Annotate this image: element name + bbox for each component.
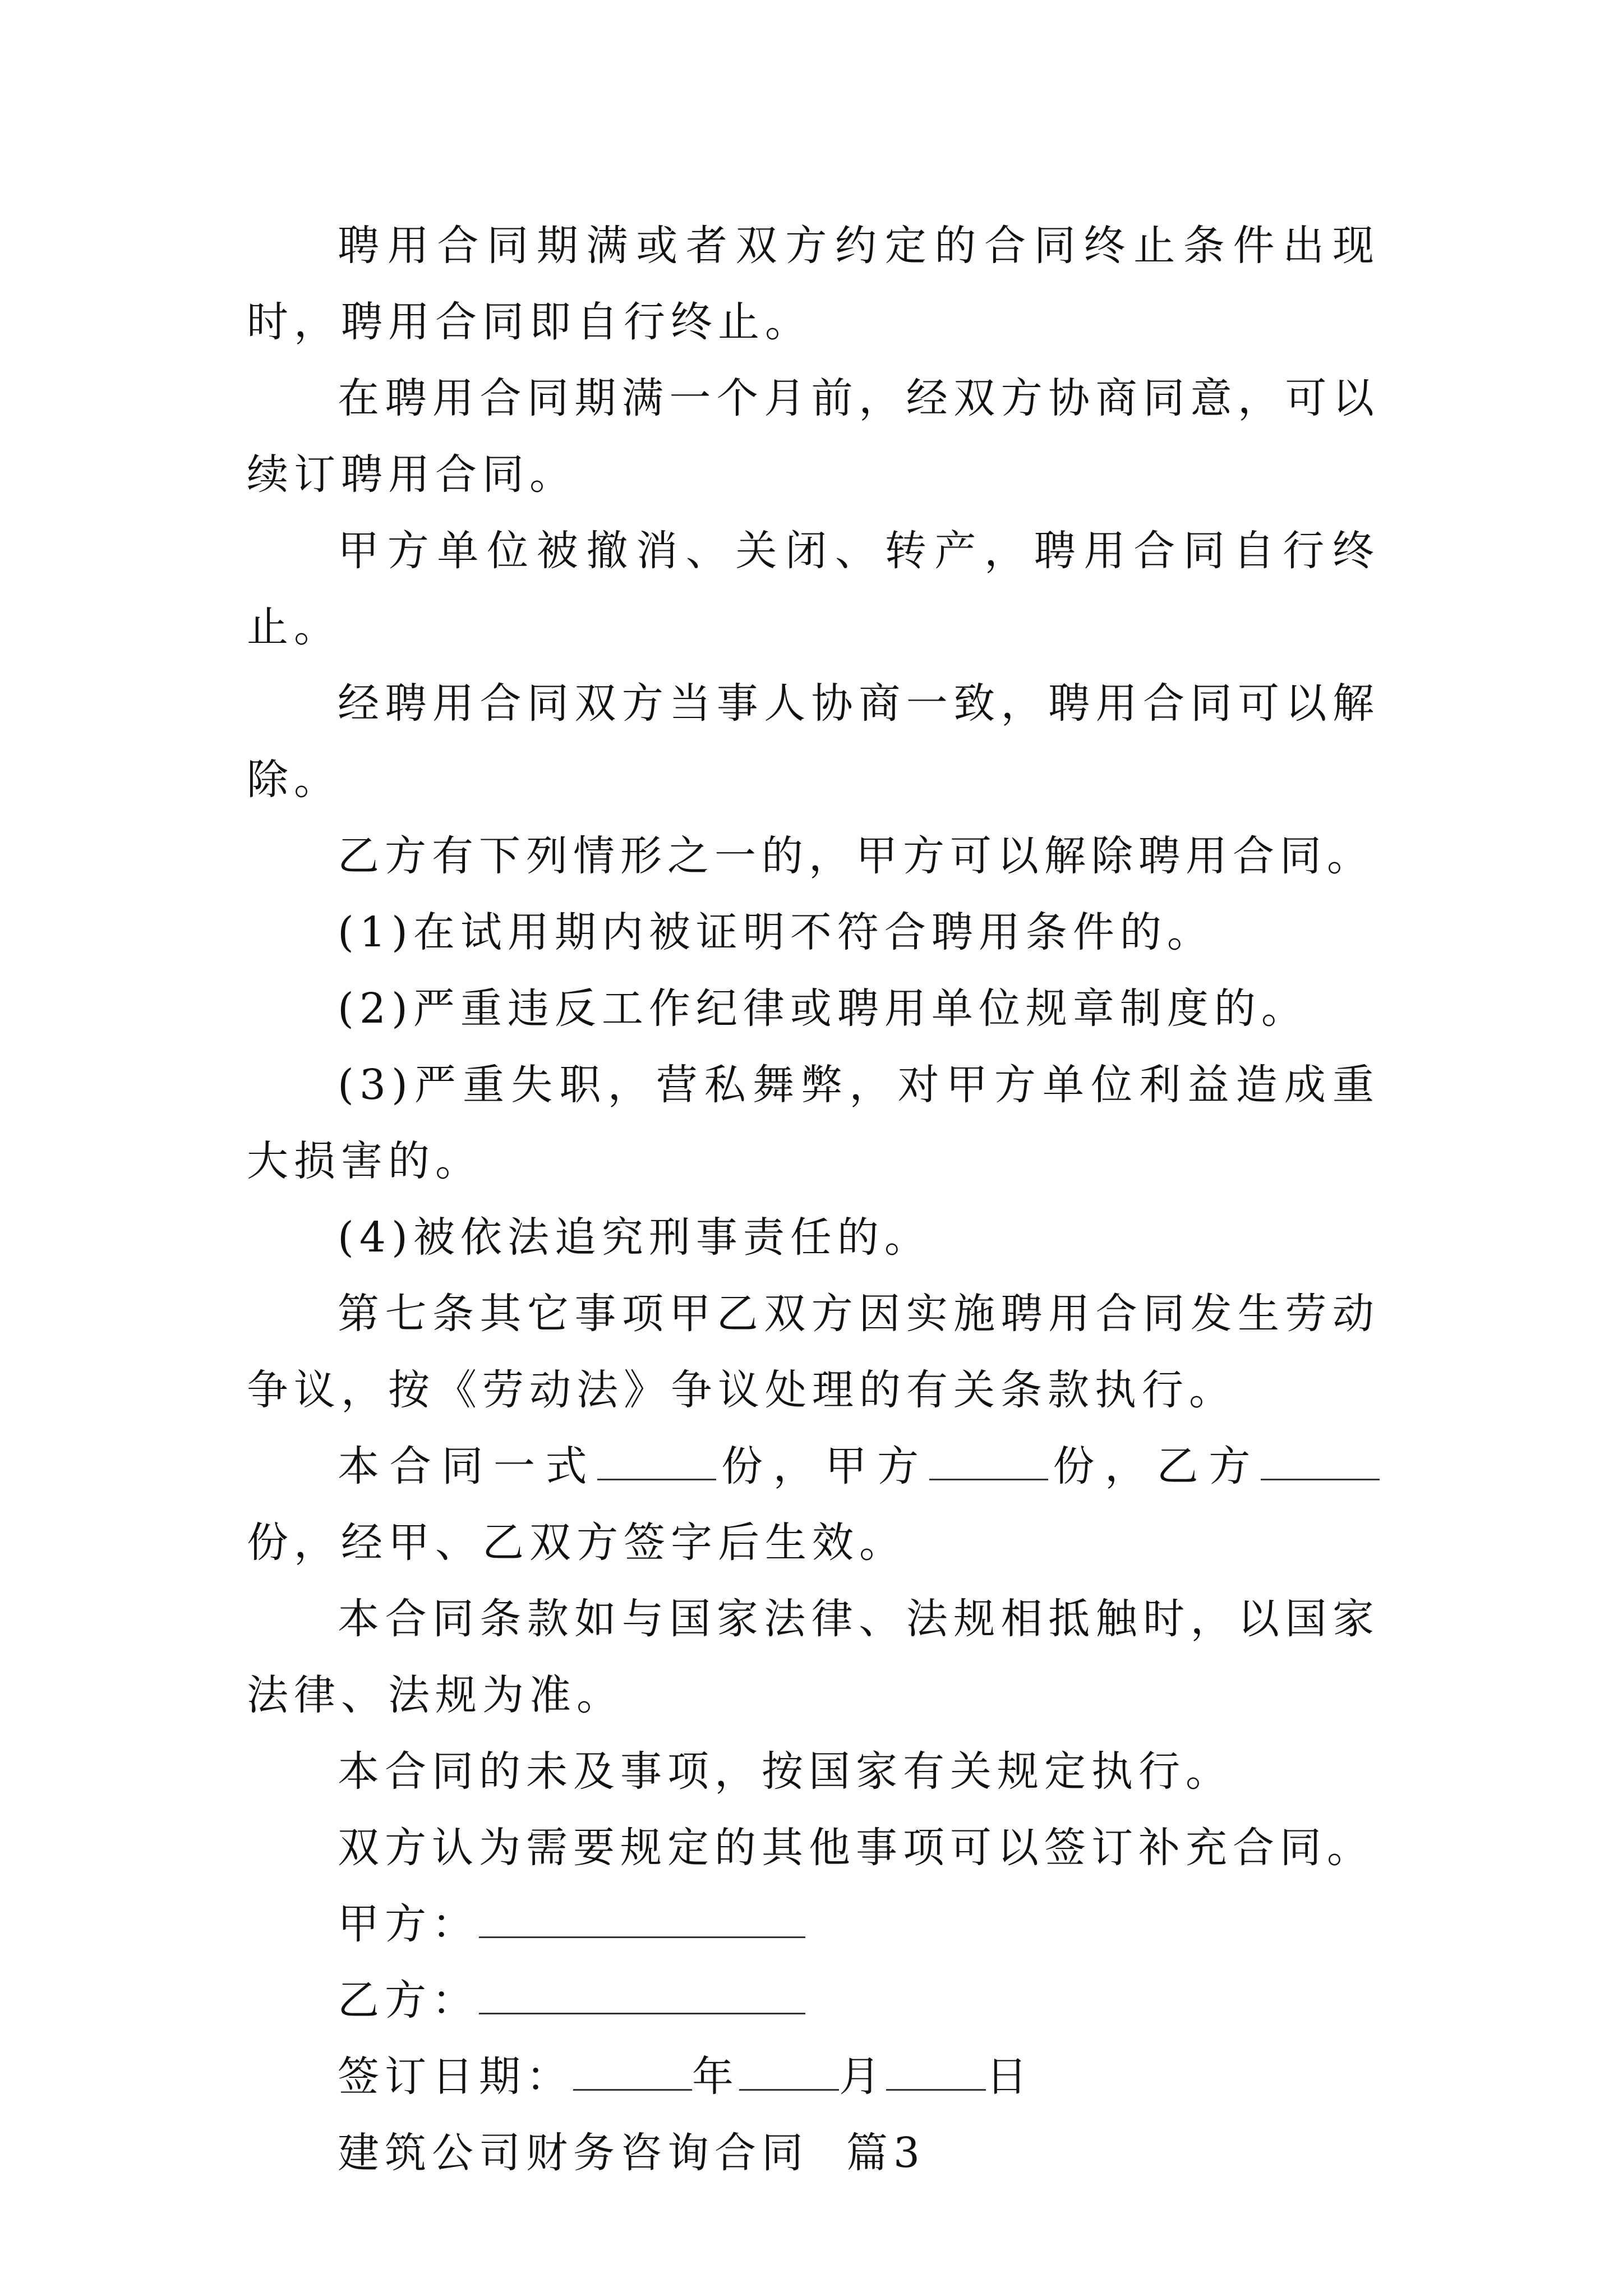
paragraph-mutual-termination: 经聘用合同双方当事人协商一致，聘用合同可以解除。 (247, 679, 1380, 804)
blank-party-a-copies (929, 1439, 1048, 1480)
paragraph-contract-expiry: 聘用合同期满或者双方约定的合同终止条件出现时，聘用合同即自行终止。 (247, 222, 1380, 346)
month-blank (739, 2050, 839, 2091)
party-b-label: 乙方： (338, 1976, 479, 2024)
party-a-signature-line (247, 1886, 1380, 1962)
paragraph-unit-dissolution: 甲方单位被撤消、关闭、转产，聘用合同自行终止。 (247, 527, 1380, 651)
copies-text-3: 份，乙方 (1048, 1442, 1261, 1490)
party-a-label: 甲方： (338, 1900, 479, 1948)
list-item-2: (2)严重违反工作纪律或聘用单位规章制度的。 (338, 984, 1308, 1033)
year-blank (573, 2050, 692, 2091)
paragraph-supplementary-contract: 双方认为需要规定的其他事项可以签订补充合同。 (338, 1824, 1374, 1872)
year-label: 年 (692, 2053, 739, 2101)
list-item-3: (3)严重失职，营私舞弊，对甲方单位利益造成重大损害的。 (247, 1061, 1380, 1185)
signing-date-label: 签订日期： (338, 2053, 573, 2101)
document-body (247, 208, 1380, 2191)
copies-text-1: 本合同一式 (338, 1442, 598, 1490)
paragraph-termination-conditions: 乙方有下列情形之一的，甲方可以解除聘用合同。 (338, 832, 1374, 880)
copies-text-4: 份，经甲、乙双方签字后生效。 (247, 1519, 906, 1567)
copies-text-2: 份，甲方 (716, 1442, 929, 1490)
party-b-signature-blank (479, 1973, 805, 2014)
paragraph-article-seven: 第七条其它事项甲乙双方因实施聘用合同发生劳动争议，按《劳动法》争议处理的有关条款执行。 (247, 1290, 1380, 1414)
day-label: 日 (986, 2053, 1033, 2101)
blank-total-copies (597, 1439, 716, 1480)
party-a-signature-blank (479, 1897, 805, 1938)
paragraph-copies-clause (247, 1428, 1380, 1581)
party-b-signature-line (247, 1962, 1380, 2039)
next-section-title: 建筑公司财务咨询合同 篇3 (338, 2129, 926, 2177)
paragraph-law-precedence: 本合同条款如与国家法律、法规相抵触时，以国家法律、法规为准。 (247, 1595, 1380, 1719)
blank-party-b-copies (1261, 1439, 1380, 1480)
day-blank (886, 2050, 986, 2091)
signing-date-line (247, 2039, 1380, 2115)
list-item-4: (4)被依法追究刑事责任的。 (338, 1213, 932, 1262)
list-item-1: (1)在试用期内被证明不符合聘用条件的。 (338, 908, 1214, 956)
paragraph-contract-renewal: 在聘用合同期满一个月前，经双方协商同意，可以续订聘用合同。 (247, 374, 1380, 499)
month-label: 月 (839, 2053, 886, 2101)
paragraph-unspecified-matters: 本合同的未及事项，按国家有关规定执行。 (338, 1747, 1233, 1796)
